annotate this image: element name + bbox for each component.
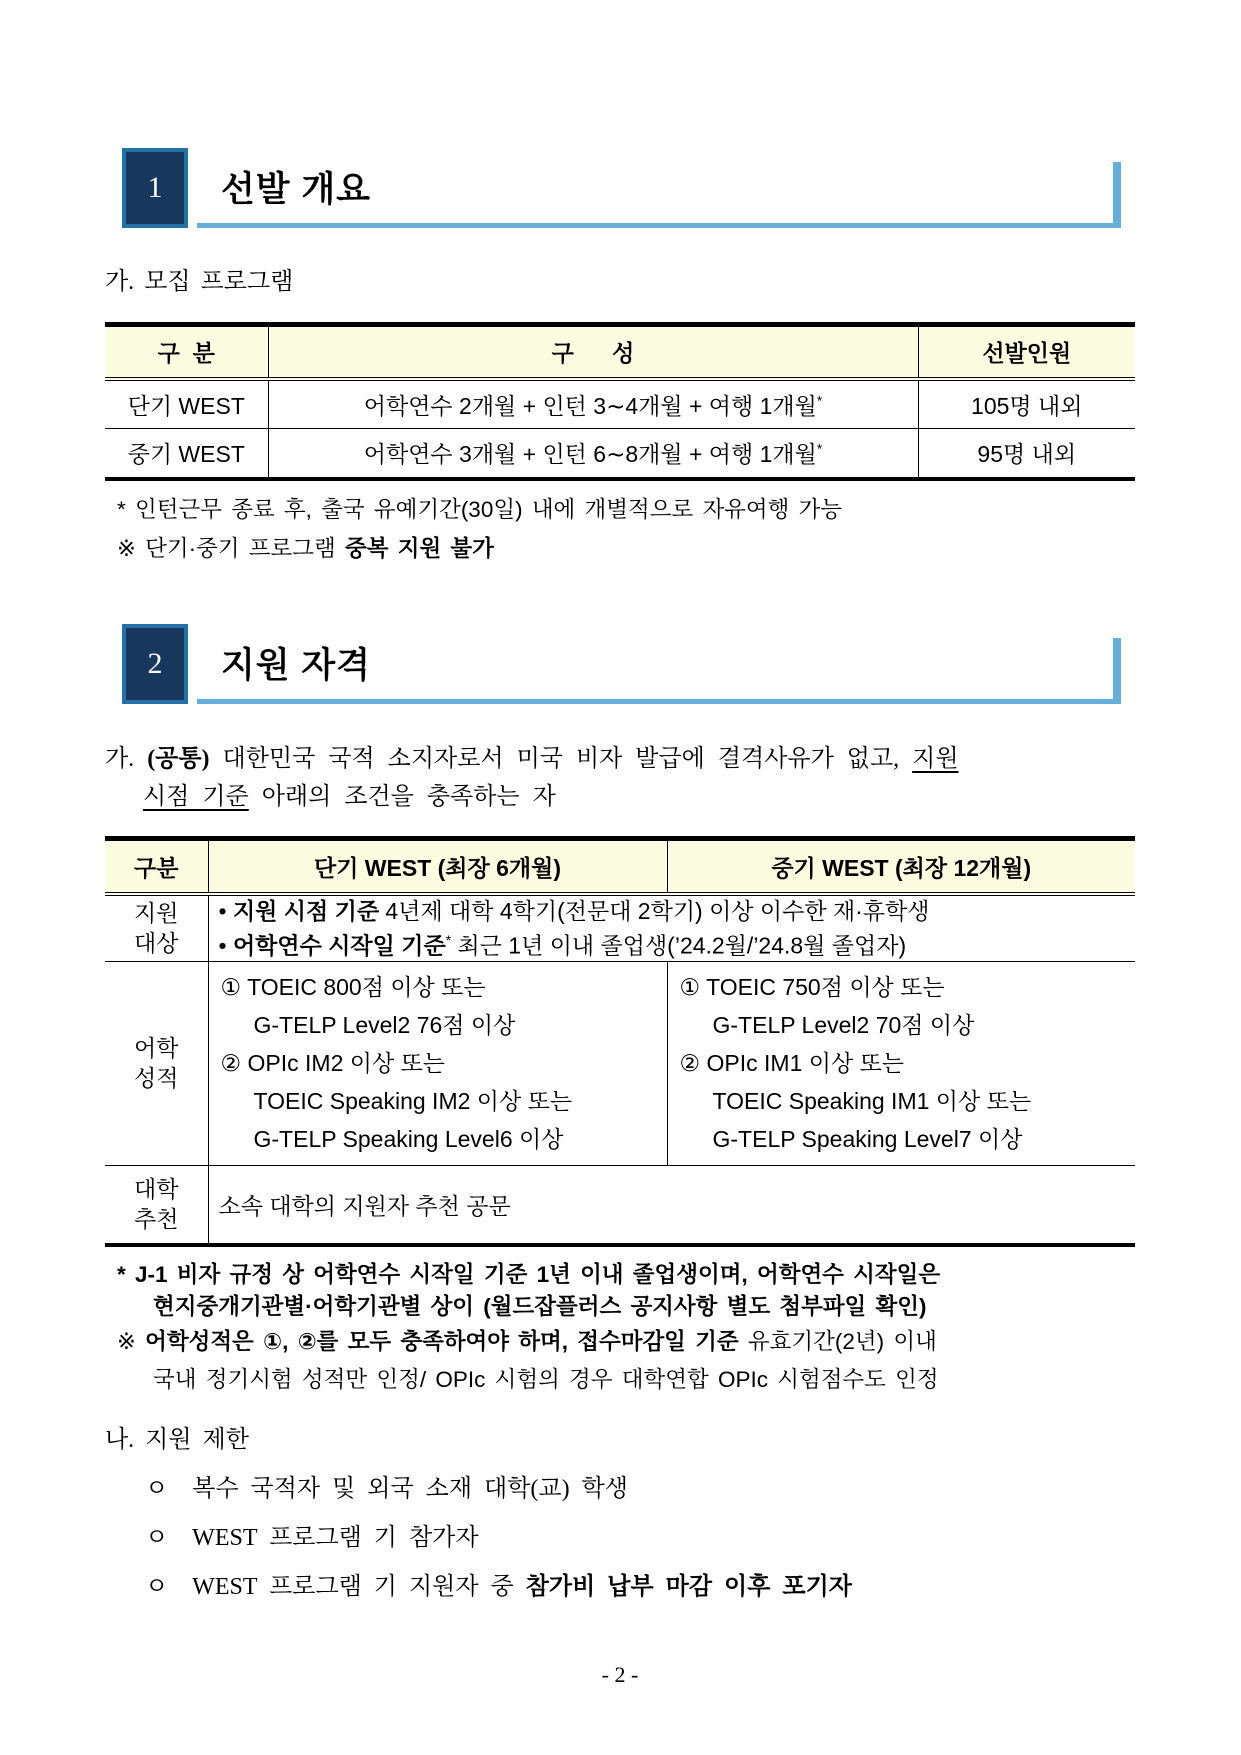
program-row-short-west <box>105 379 1135 429</box>
program-table-header-row <box>105 325 1135 379</box>
footnote-language-score <box>105 1323 1135 1399</box>
section-2-underline <box>197 699 1121 704</box>
qual-recommendation-label <box>105 1165 208 1245</box>
program-short-composition <box>268 379 918 429</box>
program-mid-count: 95명 내외 <box>918 429 1135 479</box>
lang-short-line-3: ② OPIc IM2 이상 또는 <box>220 1050 446 1077</box>
section-1-number: 1 <box>147 171 163 204</box>
para-middle: 대한민국 국적 소지자로서 미국 비자 발급에 결격사유가 없고, <box>209 745 913 772</box>
lang-mid-line-2: G-TELP Level2 70점 이상 <box>712 1012 975 1039</box>
asterisk-marker: * <box>816 393 823 409</box>
program-col-composition: 구 성 <box>268 325 918 379</box>
target-line2-rest: 최근 1년 이내 졸업생(’24.2월/’24.8월 졸업자) <box>451 932 907 959</box>
bullet-dot: • <box>218 898 233 924</box>
qualification-header-row <box>105 838 1135 894</box>
label-line: 지원 <box>134 900 179 927</box>
program-table <box>105 322 1135 481</box>
page-number: - 2 - <box>601 1662 639 1688</box>
qual-col-short-west: 단기 WEST (최장 6개월) <box>208 838 667 894</box>
lang-short-line-1: ① TOEIC 800점 이상 또는 <box>220 974 486 1001</box>
program-row-mid-west <box>105 429 1135 479</box>
program-col-count: 선발인원 <box>918 325 1135 379</box>
label-line: 대학 <box>134 1176 179 1203</box>
lang-mid-line-1: ① TOEIC 750점 이상 또는 <box>679 974 945 1001</box>
para-underlined-2: 시점 기준 <box>143 783 249 810</box>
subheading-restrictions: 나. 지원 제한 <box>105 1427 249 1454</box>
lang-short-line-5: G-TELP Speaking Level6 이상 <box>253 1126 564 1153</box>
section-1-underline <box>197 223 1121 228</box>
asterisk-marker: * <box>816 441 823 457</box>
label-line: 성적 <box>134 1065 179 1092</box>
program-mid-category: 중기 WEST <box>105 429 268 479</box>
eligibility-common-line2 <box>105 778 1135 816</box>
composition-text: 어학연수 2개월 + 인턴 3∼4개월 + 여행 1개월 <box>363 392 817 419</box>
footnote-language-line1 <box>117 1323 1135 1361</box>
target-line2-bold: 어학연수 시작일 기준 <box>232 932 446 959</box>
qualification-table <box>105 836 1135 1248</box>
program-mid-composition <box>268 429 918 479</box>
label-line: 추천 <box>134 1206 179 1233</box>
section-2-number-box <box>122 624 188 704</box>
label-line: 어학 <box>134 1035 179 1062</box>
qual-target-label <box>105 894 208 961</box>
qual-col-mid-west: 중기 WEST (최장 12개월) <box>667 838 1135 894</box>
target-line-2 <box>219 926 1136 961</box>
asterisk-marker: * <box>445 933 452 948</box>
target-line1-rest: 4년제 대학 4학기(전문대 2학기) 이상 이수한 재·휴학생 <box>379 898 930 924</box>
qual-language-mid <box>667 961 1135 1165</box>
para-tail: 아래의 조건을 충족하는 자 <box>248 783 556 810</box>
footnote-no-duplicate-prefix: ※ 단기·중기 프로그램 <box>117 535 345 561</box>
eligibility-common-line1 <box>105 740 1135 778</box>
qual-row-recommendation <box>105 1165 1135 1245</box>
section-2-right-bar <box>1113 638 1121 704</box>
footnote-jvisa-line2: 현지중개기관별·어학기관별 상이 (월드잡플러스 공지사항 별도 첨부파일 확인) <box>153 1294 927 1320</box>
para-common-label: (공통) <box>147 745 210 772</box>
qual-row-language <box>105 961 1135 1165</box>
label-line: 대상 <box>134 930 179 957</box>
composition-text: 어학연수 3개월 + 인턴 6∼8개월 + 여행 1개월 <box>363 441 817 468</box>
qual-recommendation-content: 소속 대학의 지원자 추천 공문 <box>208 1165 1135 1245</box>
document-content <box>0 148 1241 1688</box>
section-1-header <box>105 148 1135 228</box>
restriction-item-dual-nationality: ㅇ 복수 국적자 및 외국 소재 대학(교) 학생 <box>145 1476 628 1503</box>
footnote-language-line2: 국내 정기시험 성적만 인정/ OPIc 시험의 경우 대학연합 OPIc 시험점수도 인정 <box>153 1367 939 1393</box>
program-short-count: 105명 내외 <box>918 379 1135 429</box>
qual-target-content <box>208 894 1135 961</box>
qual-col-category: 구분 <box>105 838 208 894</box>
restriction-item-previous-participant: ㅇ WEST 프로그램 기 참가자 <box>145 1525 479 1552</box>
lang-mid-line-4: TOEIC Speaking IM1 이상 또는 <box>712 1088 1032 1115</box>
restriction-item3-bold: 참가비 납부 마감 이후 포기자 <box>525 1574 852 1601</box>
lang-mid-line-5: G-TELP Speaking Level7 이상 <box>712 1126 1023 1153</box>
program-short-category: 단기 WEST <box>105 379 268 429</box>
para-underlined-1: 지원 <box>912 745 959 772</box>
footnote-language-bold: 어학성적은 ①, ②를 모두 충족하여야 하며, 접수마감일 기준 <box>145 1329 739 1355</box>
section-2-title: 지원 자격 <box>221 645 371 685</box>
reference-mark: ※ <box>117 1329 146 1355</box>
program-col-category: 구 분 <box>105 325 268 379</box>
qual-row-target <box>105 894 1135 961</box>
qual-language-short <box>208 961 667 1165</box>
target-line-1 <box>219 896 1136 926</box>
lang-short-line-2: G-TELP Level2 76점 이상 <box>253 1012 516 1039</box>
section-2-header <box>105 624 1135 704</box>
section-1-right-bar <box>1113 162 1121 228</box>
footnote-no-duplicate-bold: 중복 지원 불가 <box>344 535 494 561</box>
section-1-title: 선발 개요 <box>221 170 371 209</box>
section-2-number: 2 <box>147 646 163 680</box>
footnote-jvisa <box>105 1259 1135 1323</box>
lang-mid-line-3: ② OPIc IM1 이상 또는 <box>679 1050 905 1077</box>
qual-language-label <box>105 961 208 1165</box>
bullet-dot: • <box>218 932 233 959</box>
footnote-jvisa-line1: * J-1 비자 규정 상 어학연수 시작일 기준 1년 이내 졸업생이며, 어학연수 시작일은 <box>117 1262 941 1288</box>
lang-short-line-4: TOEIC Speaking IM2 이상 또는 <box>253 1088 573 1115</box>
para-lead: 가. <box>105 745 148 772</box>
footnote-no-duplicate <box>105 534 1135 564</box>
restriction-item3-prefix: ㅇ WEST 프로그램 기 지원자 중 <box>145 1574 526 1601</box>
footnote-free-travel: * 인턴근무 종료 후, 출국 유예기간(30일) 내에 개별적으로 자유여행 가능 <box>117 496 843 522</box>
target-line1-bold: 지원 시점 기준 <box>232 898 380 924</box>
subheading-recruit-programs: 가. 모집 프로그램 <box>105 269 294 295</box>
eligibility-common-paragraph <box>105 740 1135 816</box>
footnote-language-rest: 유효기간(2년) 이내 <box>738 1329 937 1355</box>
restriction-item-withdrawn-applicant <box>105 1572 1135 1602</box>
section-1-number-box <box>122 148 188 228</box>
